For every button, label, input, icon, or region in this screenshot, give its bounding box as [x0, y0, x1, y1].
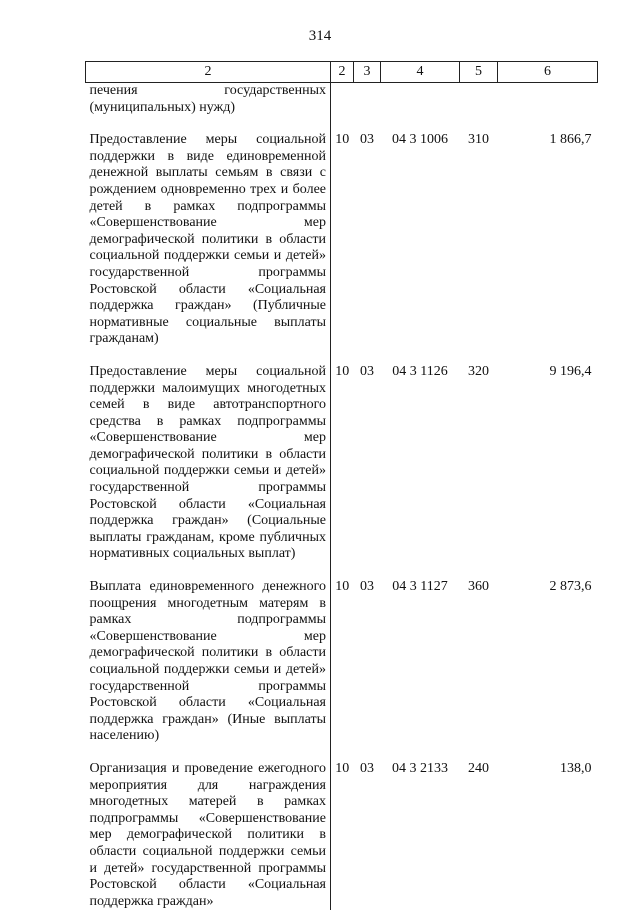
row-target-article: 04 3 2133 [392, 760, 448, 776]
row-expense-type: 360 [468, 579, 489, 595]
header-col-description: 2 [86, 62, 331, 83]
table-row [86, 132, 598, 364]
header-col-expense-type: 5 [460, 62, 498, 83]
row-amount: 9 196,4 [549, 363, 592, 379]
row-description: Предоставление меры социальной поддержки в виде единовременной денежной выплаты семьям в связи с рождением одновременно трех и более детей в рамках подпрограммы «Совершенствование мер демографической политики в области социальной поддержки семьи и детей» государственной программы Ростовской области «Социальная поддержка граждан» (Публичные нормативные социальные выплаты гражданам) [86, 132, 331, 364]
row-target-article: 04 3 1006 [392, 132, 448, 148]
row-section: 10 [335, 760, 350, 776]
row-target-article: 04 3 1127 [392, 579, 448, 595]
row-amount: 2 873,6 [549, 579, 592, 595]
header-col-target-article: 4 [381, 62, 460, 83]
page-number: 314 [308, 28, 332, 44]
table-row [86, 579, 598, 761]
row-description: Предоставление меры социальной поддержки малоимущих многодетных семей в виде автотранспортного средства в рамках подпрограммы «Совершенствование мер демографической политики в области социальной поддержки семьи и детей» государственной программы Ростовской области «Социальная поддержка граждан» (Социальные выплаты гражданам, кроме публичных нормативных социальных выплат) [86, 364, 331, 579]
budget-table [85, 61, 598, 910]
row-target-article: 04 3 1126 [392, 363, 448, 379]
header-col-section: 2 [331, 62, 354, 83]
row-expense-type: 310 [468, 132, 489, 148]
row-expense-type: 240 [468, 760, 489, 776]
continuation-text: печения государственных (муниципальных) нужд) [86, 83, 331, 133]
row-subsection: 03 [360, 760, 374, 776]
row-section: 10 [335, 363, 350, 379]
table-row [86, 761, 598, 910]
table-row-continuation [86, 83, 598, 133]
row-expense-type: 320 [468, 363, 489, 379]
row-amount: 1 866,7 [549, 132, 592, 148]
row-subsection: 03 [360, 363, 374, 379]
row-description: Организация и проведение ежегодного мероприятия для награждения многодетных матерей в рамках подпрограммы «Совершенствование мер демографической политики в области социальной поддержки семьи и детей» государственной программы Ростовской области «Социальная поддержка граждан» [86, 761, 331, 910]
table-header-row [86, 62, 598, 83]
header-col-amount: 6 [498, 62, 598, 83]
row-subsection: 03 [360, 132, 374, 148]
row-amount: 138,0 [560, 760, 592, 776]
table-row [86, 364, 598, 579]
row-section: 10 [335, 132, 350, 148]
row-subsection: 03 [360, 579, 374, 595]
row-description: Выплата единовременного денежного поощрения многодетным матерям в рамках подпрограммы «Совершенствование мер демографической политики в области социальной поддержки семьи и детей» государственной программы Ростовской области «Социальная поддержка граждан» (Иные выплаты населению) [86, 579, 331, 761]
row-section: 10 [335, 579, 350, 595]
header-col-subsection: 3 [354, 62, 381, 83]
